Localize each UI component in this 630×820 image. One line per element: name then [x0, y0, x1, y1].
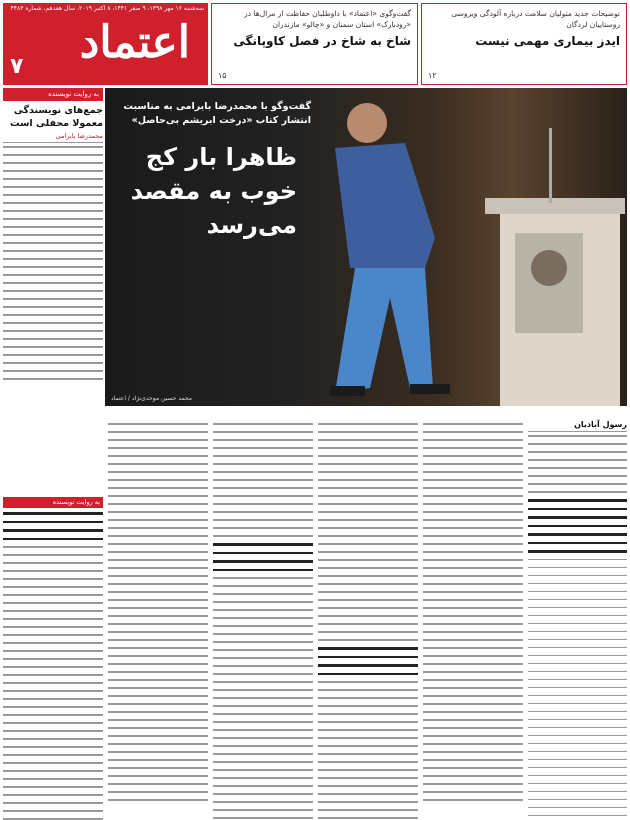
- feature-kicker: گفت‌وگو با محمدرضا بایرامی به مناسبت انتشار کتاب «درخت ابریشم بی‌حاصل»: [123, 101, 311, 126]
- article-column: [318, 420, 418, 810]
- article-column: [423, 420, 523, 810]
- sidebar-title: جمع‌های نویسندگی معمولا محفلی است: [10, 105, 103, 129]
- teaser-kicker: گفت‌وگوی «اعتماد» با داوطلبان حفاظت از مرال‌ها در «رودبارک» استان سمنان و «چالو» مازندران: [244, 9, 411, 29]
- teaser-box[interactable]: [421, 3, 627, 85]
- sidebar-column: [3, 88, 103, 393]
- feature-photo: [105, 88, 627, 406]
- article-column: [213, 420, 313, 810]
- article-column: [528, 420, 627, 810]
- speaker-figure-illustration: [105, 88, 627, 406]
- article-column: [108, 420, 208, 810]
- page-number: ۷: [10, 54, 24, 79]
- sidebar-body-text: [3, 146, 103, 380]
- teaser-page-number: ۱۲: [428, 71, 437, 80]
- photo-credit: محمد حسین موحدی‌نژاد / اعتماد: [111, 395, 193, 402]
- teaser-kicker: توضیحات جدید متولیان سلامت درباره آلودگی ویروسی روستاییان لردگان: [451, 9, 620, 29]
- sidebar-label: به روایت نویسنده: [3, 88, 103, 101]
- teaser-page-number: ۱۵: [218, 71, 227, 80]
- feature-headline: ظاهرا بار کج خوب به مقصد می‌رسد: [130, 143, 297, 239]
- teaser-title: ایدز بیماری مهمی نیست: [475, 34, 620, 48]
- article-column: [3, 512, 103, 812]
- teaser-box[interactable]: [211, 3, 418, 85]
- date-line: سه‌شنبه ۱۶ مهر ۱۳۹۸، ۹ صفر ۱۴۴۱، ۸ اکتبر ۲۰۱۹، سال هفدهم، شماره ۴۴۸۳: [10, 5, 204, 12]
- newspaper-logo: اعتماد: [79, 17, 190, 68]
- sidebar-author: محمدرضا بایرامی: [3, 132, 103, 143]
- section-label: به روایت نویسنده: [3, 497, 103, 508]
- teaser-title: شاخ به شاخ در فصل کاوپانگی: [233, 34, 411, 48]
- masthead: [3, 3, 208, 85]
- column-header: رسول آبادیان: [528, 420, 627, 432]
